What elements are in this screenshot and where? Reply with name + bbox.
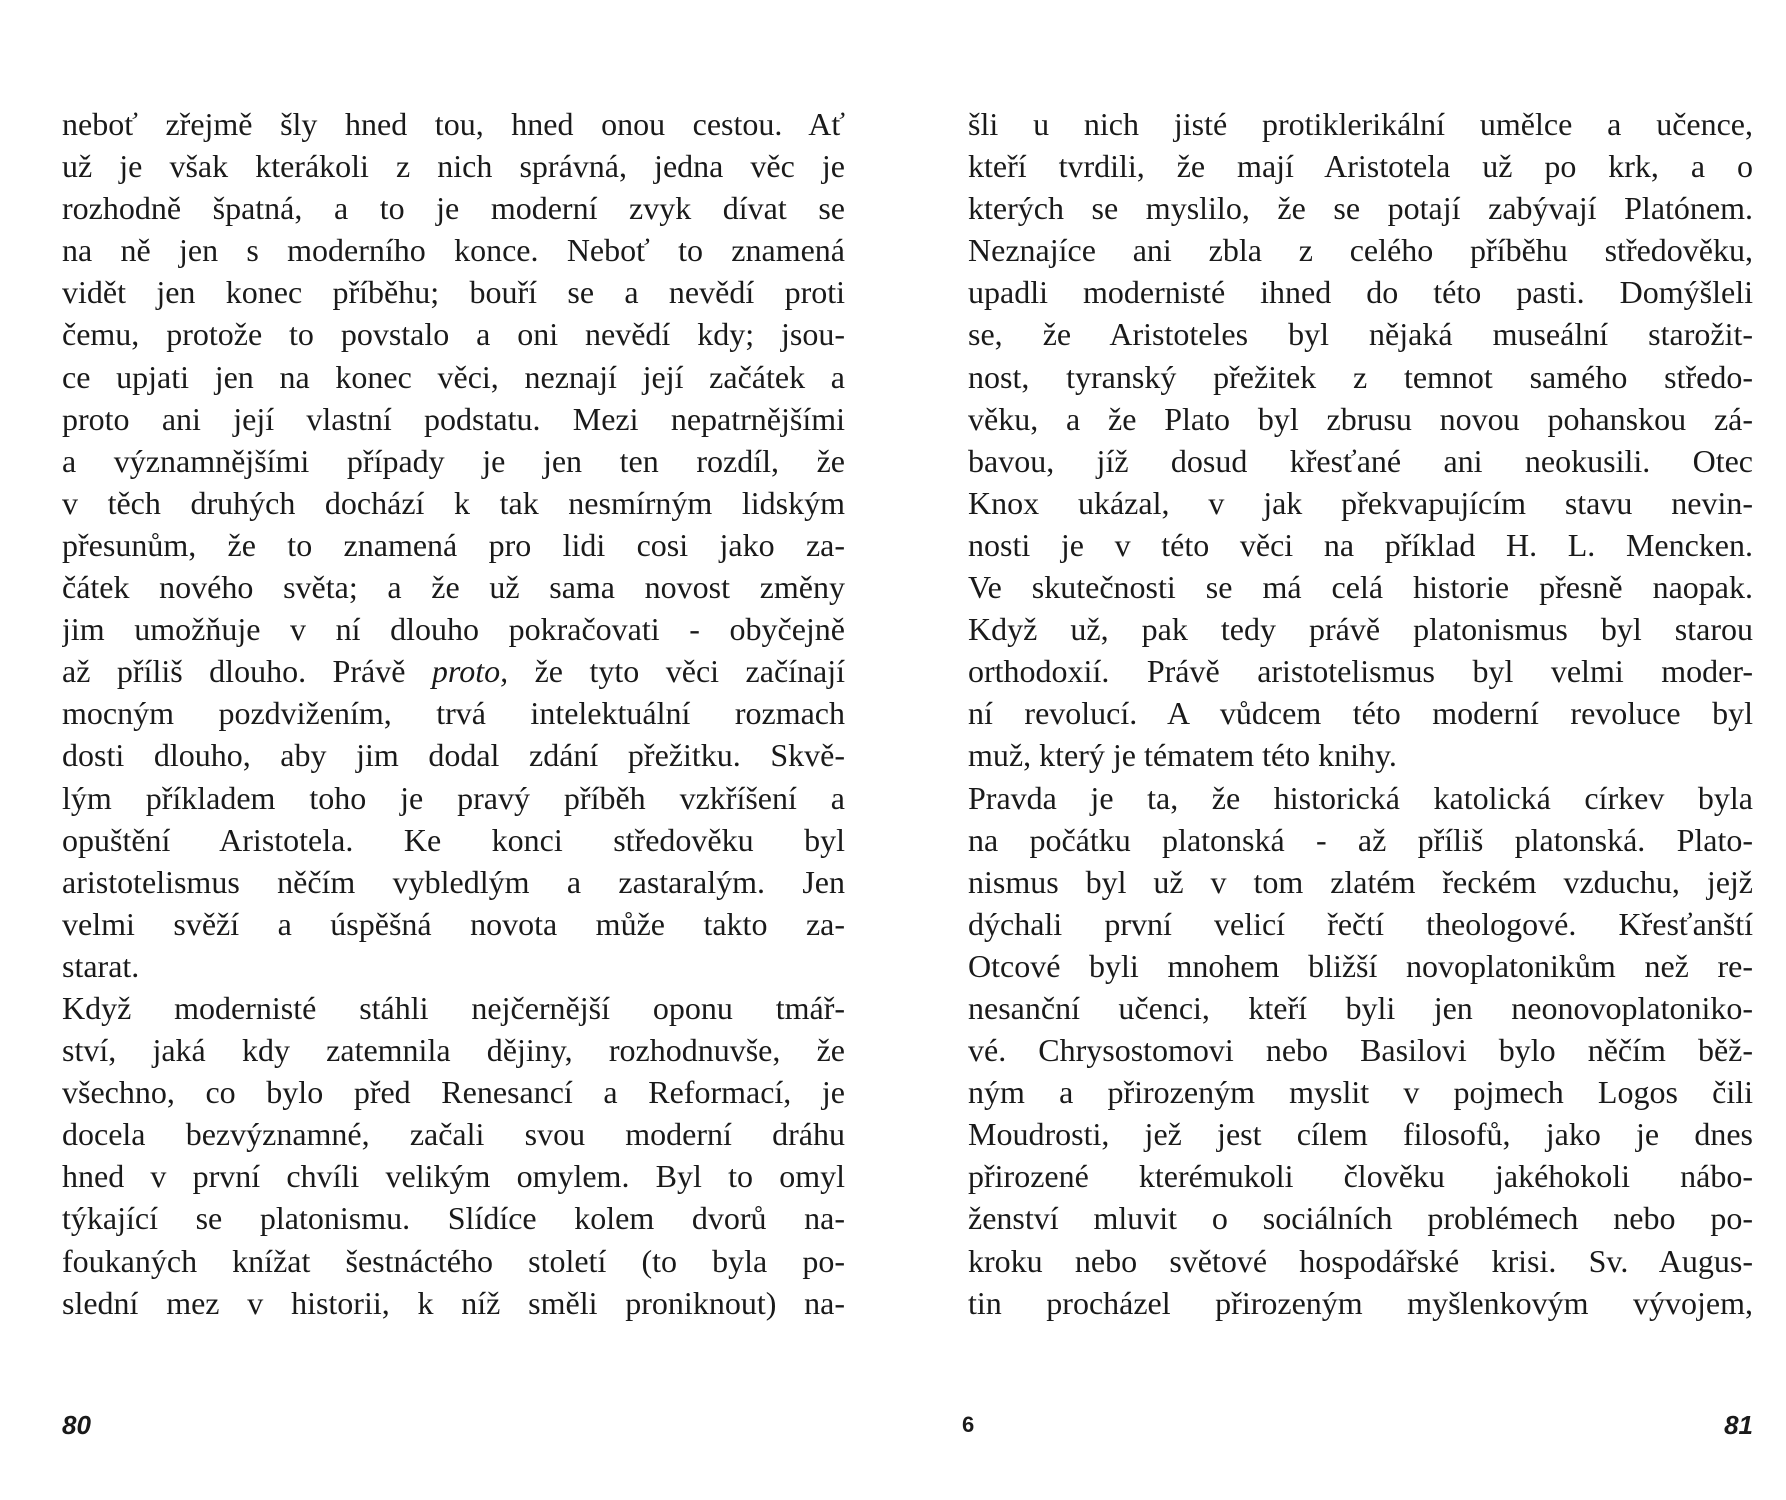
page-number-right: 81 bbox=[1724, 1410, 1753, 1440]
text-line: na počátku platonská - až příliš platonská. Plato- bbox=[968, 821, 1753, 858]
text-line: nost, tyranský přežitek z temnot samého středo- bbox=[968, 358, 1753, 395]
text-line: v těch druhých dochází k tak nesmírným lidským bbox=[62, 484, 845, 521]
text-run: až příliš dlouho. Právě bbox=[62, 653, 406, 690]
text-line: neboť zřejmě šly hned tou, hned onou cestou. Ať bbox=[62, 106, 845, 142]
text-line: slední mez v historii, k níž směli proniknout) na- bbox=[62, 1284, 845, 1321]
page-number-left: 80 bbox=[62, 1410, 91, 1440]
text-line: nismus byl už v tom zlatém řeckém vzduchu, jejž bbox=[968, 863, 1753, 900]
paragraph-end-line: starat. bbox=[62, 947, 140, 984]
text-line: nosti je v této věci na příklad H. L. Mencken. bbox=[968, 526, 1753, 563]
text-line: vidět jen konec příběhu; bouří se a nevědí proti bbox=[62, 274, 845, 311]
text-line: upadli modernisté ihned do této pasti. Domýšleli bbox=[968, 274, 1753, 311]
text-line: ce upjati jen na konec věci, neznají její začátek a bbox=[62, 358, 845, 395]
text-line: už je však kterákoli z nich správná, jedna věc je bbox=[62, 148, 845, 185]
text-line: kteří tvrdili, že mají Aristotela už po krk, a o bbox=[968, 148, 1753, 185]
text-line: čátek nového světa; a že už sama novost změny bbox=[62, 569, 845, 606]
text-line: mocným pozdvižením, trvá intelektuální rozmach bbox=[62, 695, 845, 732]
text-line: všechno, co bylo před Renesancí a Reformací, je bbox=[62, 1074, 845, 1111]
text-line-with-italic bbox=[62, 650, 845, 692]
text-line: proto ani její vlastní podstatu. Mezi nepatrnějšími bbox=[62, 400, 845, 437]
text-line: Když už, pak tedy právě platonismus byl starou bbox=[968, 611, 1753, 648]
text-run: že tyto věci začínají bbox=[508, 653, 845, 690]
text-line: šli u nich jisté protiklerikální umělce a učence, bbox=[968, 106, 1753, 142]
text-line: Otcové byli mnohem bližší novoplatonikům než re- bbox=[968, 947, 1753, 984]
text-line: a významnějšími případy je jen ten rozdíl, že bbox=[62, 442, 845, 479]
text-line: čemu, protože to povstalo a oni nevědí kdy; jsou- bbox=[62, 316, 845, 353]
right-page-text bbox=[968, 103, 1753, 1324]
text-line: Neznajíce ani zbla z celého příběhu středověku, bbox=[968, 232, 1753, 269]
text-line: jim umožňuje v ní dlouho pokračovati - obyčejně bbox=[62, 611, 845, 648]
left-page-text bbox=[62, 103, 845, 1324]
text-line: dosti dlouho, aby jim dodal zdání přežitku. Skvě- bbox=[62, 737, 845, 774]
text-line: lým příkladem toho je pravý příběh vzkříšení a bbox=[62, 779, 845, 816]
text-line: přesunům, že to znamená pro lidi cosi jako za- bbox=[62, 526, 845, 563]
text-line: Pravda je ta, že historická katolická církev byla bbox=[968, 779, 1753, 816]
text-line: ženství mluvit o sociálních problémech nebo po- bbox=[968, 1200, 1753, 1237]
text-line: ství, jaká kdy zatemnila dějiny, rozhodnuvše, že bbox=[62, 1032, 845, 1069]
text-line: dýchali první velicí řečtí theologové. Křesťanští bbox=[968, 905, 1753, 942]
text-line: rozhodně špatná, a to je moderní zvyk dívat se bbox=[62, 190, 845, 227]
text-line: Knox ukázal, v jak překvapujícím stavu nevin- bbox=[968, 484, 1753, 521]
text-line: týkající se platonismu. Slídíce kolem dvorů na- bbox=[62, 1200, 845, 1237]
text-line: ní revolucí. A vůdcem této moderní revoluce byl bbox=[968, 695, 1753, 732]
text-line: věku, a že Plato byl zbrusu novou pohanskou zá- bbox=[968, 400, 1753, 437]
text-line: Ve skutečnosti se má celá historie přesně naopak. bbox=[968, 569, 1753, 606]
paragraph-end-line: muž, který je tématem této knihy. bbox=[968, 737, 1397, 774]
text-line: ným a přirozeným myslit v pojmech Logos čili bbox=[968, 1074, 1753, 1111]
text-line: přirozené kterémukoli člověku jakéhokoli nábo- bbox=[968, 1158, 1753, 1195]
text-line: se, že Aristoteles byl nějaká museální starožit- bbox=[968, 316, 1753, 353]
text-line: orthodoxií. Právě aristotelismus byl velmi moder- bbox=[968, 653, 1753, 690]
right-page bbox=[893, 0, 1786, 1500]
text-line: foukaných knížat šestnáctého století (to byla po- bbox=[62, 1242, 845, 1279]
text-line: na ně jen s moderního konce. Neboť to znamená bbox=[62, 232, 845, 269]
text-line: nesanční učenci, kteří byli jen neonovoplatoniko- bbox=[968, 989, 1753, 1026]
text-line: bavou, jíž dosud křesťané ani neokusili. Otec bbox=[968, 442, 1753, 479]
italic-emphasis: proto, bbox=[431, 653, 509, 690]
text-line: tin procházel přirozeným myšlenkovým vývojem, bbox=[968, 1284, 1753, 1321]
text-line: kroku nebo světové hospodářské krisi. Sv. Augus- bbox=[968, 1242, 1753, 1279]
text-line: vé. Chrysostomovi nebo Basilovi bylo něčím běž- bbox=[968, 1032, 1753, 1069]
text-line: Moudrosti, jež jest cílem filosofů, jako je dnes bbox=[968, 1116, 1753, 1153]
text-line: docela bezvýznamné, začali svou moderní dráhu bbox=[62, 1116, 845, 1153]
text-line: aristotelismus něčím vybledlým a zastaralým. Jen bbox=[62, 863, 845, 900]
signature-mark: 6 bbox=[962, 1412, 975, 1437]
text-line: velmi svěží a úspěšná novota může takto za- bbox=[62, 905, 845, 942]
text-line: Když modernisté stáhli nejčernější oponu tmář- bbox=[62, 989, 845, 1026]
text-line: opuštění Aristotela. Ke konci středověku byl bbox=[62, 821, 845, 858]
text-line: kterých se myslilo, že se potají zabývají Platónem. bbox=[968, 190, 1753, 227]
text-line: hned v první chvíli velikým omylem. Byl to omyl bbox=[62, 1158, 845, 1195]
